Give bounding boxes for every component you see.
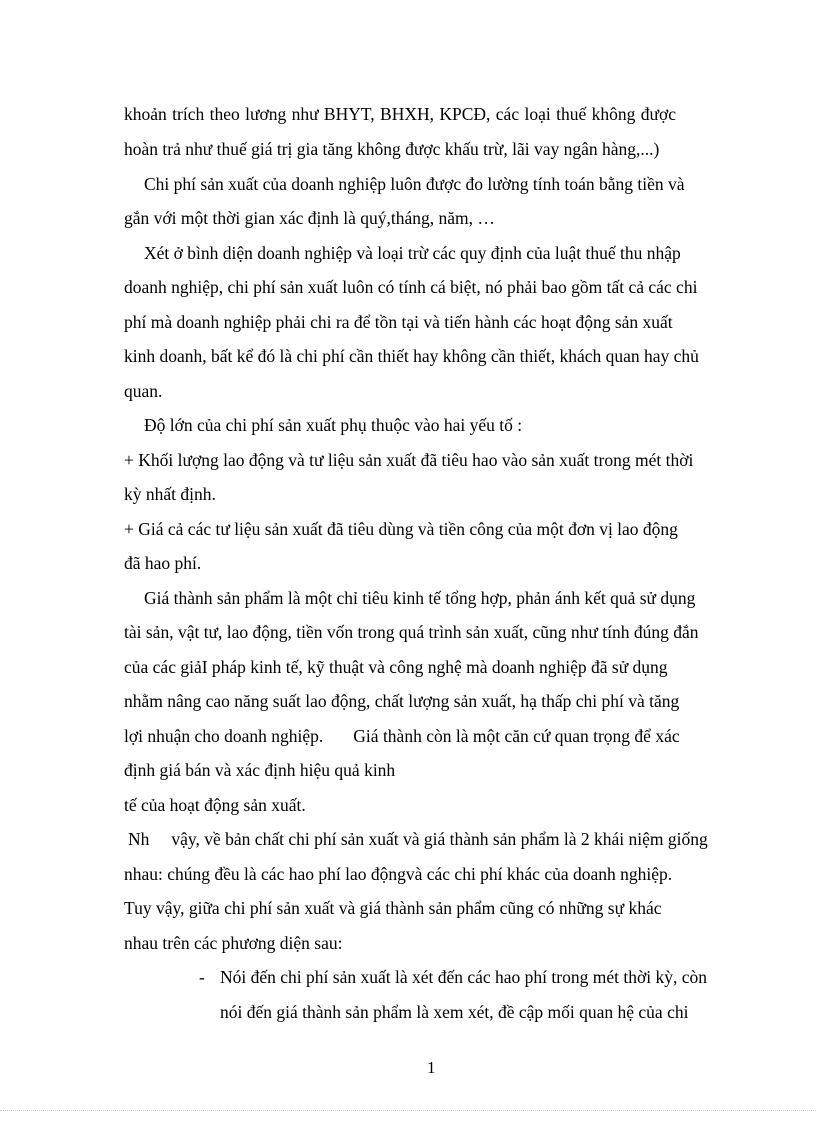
bullet-line: Nói đến chi phí sản xuất là xét đến các hao phí trong mét thời kỳ, còn — [220, 967, 707, 987]
paragraph-line: gắn với một thời gian xác định là quý,tháng, năm, … — [124, 208, 495, 228]
paragraph-line — [128, 828, 708, 850]
paragraph-line: định giá bán và xác định hiệu quả kinh — [124, 760, 396, 780]
paragraph-line — [124, 725, 680, 747]
paragraph-line: Tuy vậy, giữa chi phí sản xuất và giá thành sản phẩm cũng có những sự khác — [124, 898, 662, 918]
paragraph-line: hoàn trả như thuế giá trị gia tăng không được khấu trừ, lãi vay ngân hàng,...) — [124, 139, 660, 159]
page-boundary — [0, 1110, 816, 1111]
paragraph-line: Chi phí sản xuất của doanh nghiệp luôn được đo lường tính toán bằng tiền và — [144, 174, 685, 194]
list-line: + Khối lượng lao động và tư liệu sản xuất đã tiêu hao vào sản xuất trong mét thời — [124, 450, 694, 470]
paragraph-line: tế của hoạt động sản xuất. — [124, 795, 306, 815]
page-number: 1 — [427, 1058, 436, 1077]
bullet-line: nói đến giá thành sản phẩm là xem xét, đề cập mối quan hệ của chi — [220, 1002, 689, 1022]
paragraph-line: kinh doanh, bất kể đó là chi phí cần thiết hay không cần thiết, khách quan hay chủ — [124, 346, 699, 366]
paragraph-line: nhau trên các phương diện sau: — [124, 933, 343, 953]
paragraph-segment: Giá thành còn là một căn cứ quan trọng để xác — [353, 726, 680, 746]
list-line: đã hao phí. — [124, 553, 202, 573]
paragraph-line: Xét ở bình diện doanh nghiệp và loại trừ các quy định của luật thuế thu nhập — [144, 243, 681, 263]
list-line: + Giá cả các tư liệu sản xuất đã tiêu dùng và tiền công của một đơn vị lao động — [124, 519, 678, 539]
paragraph-line: tài sản, vật tư, lao động, tiền vốn trong quá trình sản xuất, cũng như tính đúng đắn — [124, 622, 699, 642]
paragraph-line: nhằm nâng cao năng suất lao động, chất lượng sản xuất, hạ thấp chi phí và tăng — [124, 691, 680, 711]
paragraph-line: phí mà doanh nghiệp phải chi ra để tồn tại và tiến hành các hoạt động sản xuất — [124, 312, 673, 332]
paragraph-line: Độ lớn của chi phí sản xuất phụ thuộc vào hai yếu tố : — [144, 415, 523, 435]
paragraph-segment: Nh — [128, 829, 150, 849]
paragraph-line: nhau: chúng đều là các hao phí lao độngvà các chi phí khác của doanh nghiệp. — [124, 864, 673, 884]
paragraph-segment: vậy, về bản chất chi phí sản xuất và giá thành sản phẩm là 2 khái niệm giống — [171, 829, 708, 849]
paragraph-line: Giá thành sản phẩm là một chỉ tiêu kinh tế tổng hợp, phản ánh kết quả sử dụng — [144, 588, 696, 608]
paragraph-line: quan. — [124, 381, 163, 401]
paragraph-line: của các giảI pháp kinh tế, kỹ thuật và công nghệ mà doanh nghiệp đã sử dụng — [124, 657, 668, 677]
paragraph-line: khoản trích theo lương như BHYT, BHXH, KPCĐ, các loại thuế không được — [124, 104, 676, 124]
bullet-marker: - — [199, 967, 205, 987]
list-line: kỳ nhất định. — [124, 484, 216, 504]
paragraph-segment: lợi nhuận cho doanh nghiệp. — [124, 726, 324, 746]
paragraph-line: doanh nghiệp, chi phí sản xuất luôn có tính cá biệt, nó phải bao gồm tất cả các chi — [124, 277, 698, 297]
